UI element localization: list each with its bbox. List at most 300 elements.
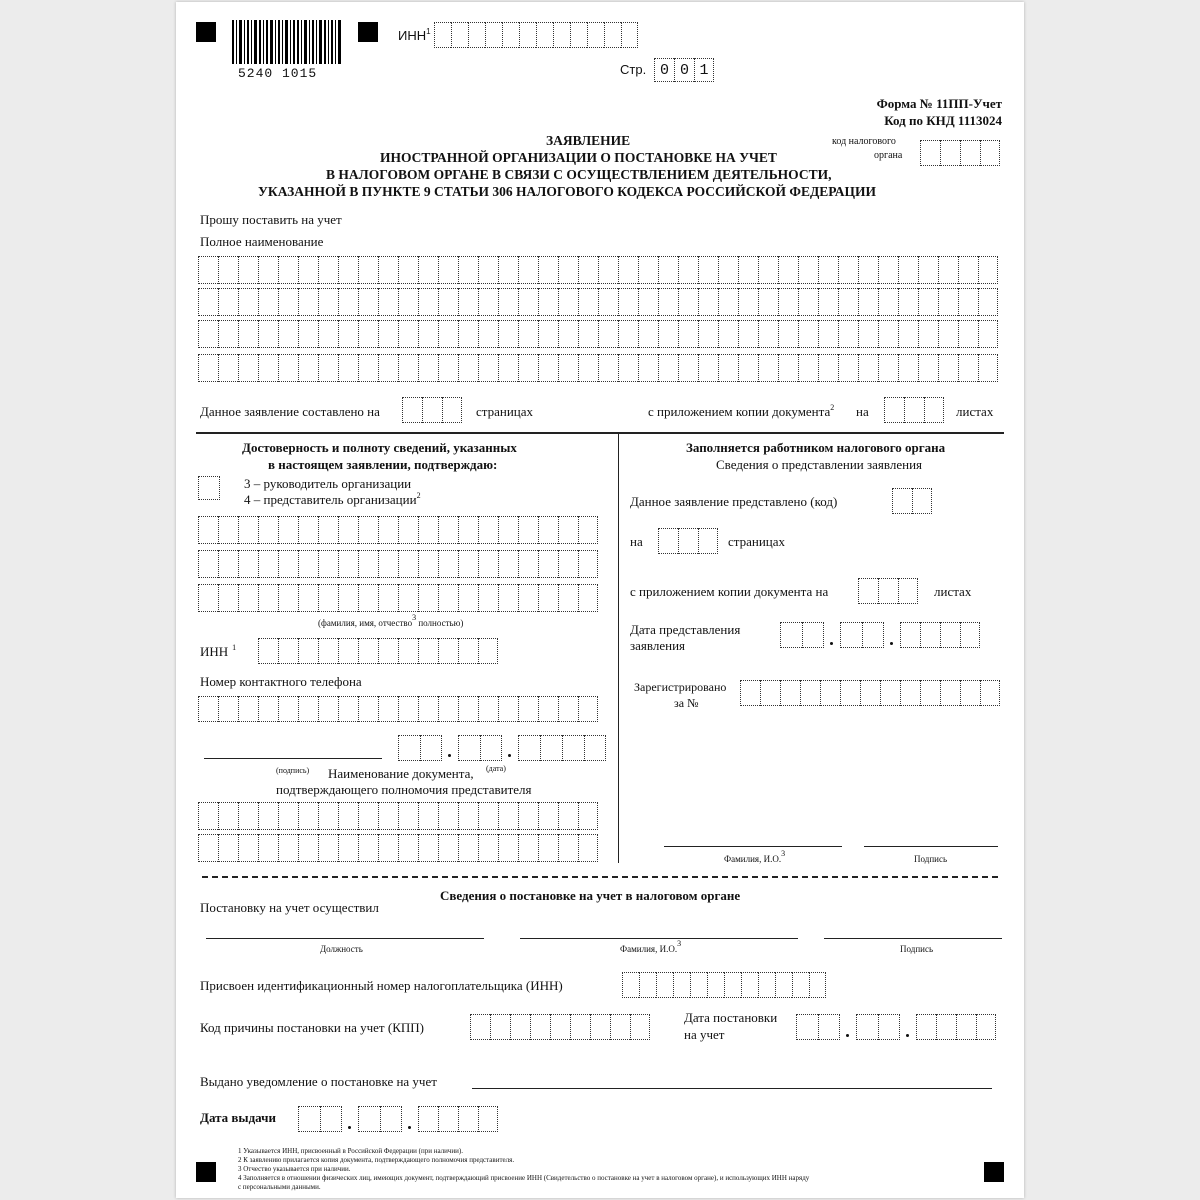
char-cell[interactable] xyxy=(478,550,498,578)
char-cell[interactable] xyxy=(338,288,358,316)
char-cell[interactable] xyxy=(578,288,598,316)
char-cell[interactable] xyxy=(918,320,938,348)
char-cell[interactable] xyxy=(858,320,878,348)
char-cell[interactable] xyxy=(338,354,358,382)
char-cell[interactable] xyxy=(298,696,318,722)
char-cell[interactable] xyxy=(558,354,578,382)
char-cell[interactable] xyxy=(198,834,218,862)
char-cell[interactable] xyxy=(818,288,838,316)
char-cell[interactable] xyxy=(638,288,658,316)
char-cell[interactable] xyxy=(238,320,258,348)
char-cell[interactable] xyxy=(818,256,838,284)
char-cell[interactable] xyxy=(898,354,918,382)
char-cell[interactable] xyxy=(418,256,438,284)
char-cell[interactable] xyxy=(338,834,358,862)
char-cell[interactable] xyxy=(978,288,998,316)
char-cell[interactable] xyxy=(218,354,238,382)
char-cell[interactable] xyxy=(778,354,798,382)
char-cell[interactable] xyxy=(478,802,498,830)
char-cell[interactable] xyxy=(578,584,598,612)
char-cell[interactable] xyxy=(780,680,800,706)
char-cell[interactable] xyxy=(498,354,518,382)
char-cell[interactable] xyxy=(518,288,538,316)
char-cell[interactable] xyxy=(538,320,558,348)
char-cell[interactable] xyxy=(920,680,940,706)
char-cell[interactable] xyxy=(518,584,538,612)
char-cell[interactable] xyxy=(458,354,478,382)
char-cell[interactable] xyxy=(538,696,558,722)
char-cell[interactable] xyxy=(538,584,558,612)
char-cell[interactable] xyxy=(938,256,958,284)
char-cell[interactable] xyxy=(338,584,358,612)
char-cell[interactable] xyxy=(880,680,900,706)
char-cell[interactable] xyxy=(218,834,238,862)
char-cell[interactable] xyxy=(598,288,618,316)
char-cell[interactable] xyxy=(618,354,638,382)
char-cell[interactable] xyxy=(578,320,598,348)
char-cell[interactable] xyxy=(678,256,698,284)
char-cell[interactable] xyxy=(718,354,738,382)
char-cell[interactable] xyxy=(498,802,518,830)
char-cell[interactable] xyxy=(658,256,678,284)
char-cell[interactable] xyxy=(740,680,760,706)
char-cell[interactable] xyxy=(838,320,858,348)
char-cell[interactable] xyxy=(758,288,778,316)
tax-office-code-field[interactable] xyxy=(920,140,1000,166)
char-cell[interactable] xyxy=(278,516,298,544)
char-cell[interactable] xyxy=(678,288,698,316)
char-cell[interactable] xyxy=(518,320,538,348)
cell-row[interactable] xyxy=(198,584,598,612)
char-cell[interactable] xyxy=(498,256,518,284)
char-cell[interactable] xyxy=(800,680,820,706)
char-cell[interactable] xyxy=(698,320,718,348)
char-cell[interactable] xyxy=(278,584,298,612)
char-cell[interactable] xyxy=(238,802,258,830)
char-cell[interactable] xyxy=(418,802,438,830)
char-cell[interactable] xyxy=(878,354,898,382)
char-cell[interactable] xyxy=(538,354,558,382)
char-cell[interactable] xyxy=(518,834,538,862)
char-cell[interactable] xyxy=(318,320,338,348)
char-cell[interactable] xyxy=(438,696,458,722)
char-cell[interactable] xyxy=(298,834,318,862)
char-cell[interactable] xyxy=(458,696,478,722)
char-cell[interactable] xyxy=(578,802,598,830)
date-presented-year[interactable] xyxy=(900,622,980,648)
char-cell[interactable] xyxy=(218,320,238,348)
char-cell[interactable] xyxy=(238,516,258,544)
char-cell[interactable] xyxy=(418,288,438,316)
char-cell[interactable] xyxy=(458,834,478,862)
char-cell[interactable] xyxy=(918,354,938,382)
char-cell[interactable] xyxy=(938,320,958,348)
char-cell[interactable] xyxy=(318,696,338,722)
char-cell[interactable] xyxy=(498,834,518,862)
char-cell[interactable] xyxy=(598,320,618,348)
presented-pages-field[interactable] xyxy=(658,528,718,554)
char-cell[interactable] xyxy=(278,288,298,316)
char-cell[interactable] xyxy=(438,834,458,862)
char-cell[interactable] xyxy=(900,680,920,706)
char-cell[interactable] xyxy=(458,288,478,316)
char-cell[interactable] xyxy=(198,354,218,382)
char-cell[interactable] xyxy=(638,256,658,284)
char-cell[interactable] xyxy=(878,256,898,284)
char-cell[interactable] xyxy=(518,550,538,578)
char-cell[interactable] xyxy=(358,584,378,612)
char-cell[interactable] xyxy=(778,256,798,284)
char-cell[interactable] xyxy=(258,320,278,348)
char-cell[interactable] xyxy=(418,320,438,348)
char-cell[interactable] xyxy=(278,696,298,722)
char-cell[interactable] xyxy=(658,288,678,316)
char-cell[interactable] xyxy=(198,516,218,544)
char-cell[interactable] xyxy=(718,320,738,348)
signer-date-day[interactable] xyxy=(398,735,442,761)
char-cell[interactable] xyxy=(318,288,338,316)
char-cell[interactable] xyxy=(338,516,358,544)
char-cell[interactable] xyxy=(318,516,338,544)
char-cell[interactable] xyxy=(378,696,398,722)
char-cell[interactable] xyxy=(858,288,878,316)
char-cell[interactable] xyxy=(578,834,598,862)
char-cell[interactable] xyxy=(338,696,358,722)
char-cell[interactable] xyxy=(478,354,498,382)
char-cell[interactable] xyxy=(418,354,438,382)
char-cell[interactable] xyxy=(538,516,558,544)
char-cell[interactable] xyxy=(278,256,298,284)
char-cell[interactable] xyxy=(518,516,538,544)
char-cell[interactable] xyxy=(198,288,218,316)
char-cell[interactable] xyxy=(820,680,840,706)
char-cell[interactable] xyxy=(838,288,858,316)
char-cell[interactable] xyxy=(238,256,258,284)
char-cell[interactable] xyxy=(258,516,278,544)
char-cell[interactable] xyxy=(478,696,498,722)
char-cell[interactable] xyxy=(238,834,258,862)
char-cell[interactable] xyxy=(278,550,298,578)
char-cell[interactable] xyxy=(358,834,378,862)
char-cell[interactable] xyxy=(258,834,278,862)
char-cell[interactable] xyxy=(398,802,418,830)
char-cell[interactable] xyxy=(898,320,918,348)
char-cell[interactable] xyxy=(718,256,738,284)
cell-row[interactable] xyxy=(198,802,598,830)
char-cell[interactable] xyxy=(278,802,298,830)
char-cell[interactable] xyxy=(838,354,858,382)
char-cell[interactable] xyxy=(358,354,378,382)
char-cell[interactable] xyxy=(518,802,538,830)
char-cell[interactable] xyxy=(958,354,978,382)
char-cell[interactable] xyxy=(978,320,998,348)
char-cell[interactable] xyxy=(318,354,338,382)
char-cell[interactable] xyxy=(738,354,758,382)
char-cell[interactable] xyxy=(418,834,438,862)
char-cell[interactable] xyxy=(618,256,638,284)
char-cell[interactable] xyxy=(358,256,378,284)
presented-code-field[interactable] xyxy=(892,488,932,514)
char-cell[interactable] xyxy=(798,354,818,382)
char-cell[interactable] xyxy=(318,256,338,284)
cell-row[interactable] xyxy=(198,320,998,348)
char-cell[interactable] xyxy=(458,320,478,348)
reg-date-day[interactable] xyxy=(796,1014,840,1040)
presented-sheets-field[interactable] xyxy=(858,578,918,604)
char-cell[interactable] xyxy=(538,550,558,578)
char-cell[interactable] xyxy=(438,584,458,612)
char-cell[interactable] xyxy=(198,584,218,612)
signer-type-field[interactable] xyxy=(198,476,220,500)
char-cell[interactable] xyxy=(978,256,998,284)
char-cell[interactable] xyxy=(658,354,678,382)
char-cell[interactable] xyxy=(218,516,238,544)
char-cell[interactable] xyxy=(498,550,518,578)
char-cell[interactable] xyxy=(958,256,978,284)
char-cell[interactable] xyxy=(980,680,1000,706)
char-cell[interactable] xyxy=(478,288,498,316)
char-cell[interactable] xyxy=(578,256,598,284)
char-cell[interactable] xyxy=(238,288,258,316)
date-presented-day[interactable] xyxy=(780,622,824,648)
char-cell[interactable] xyxy=(218,802,238,830)
char-cell[interactable] xyxy=(678,320,698,348)
char-cell[interactable] xyxy=(638,320,658,348)
char-cell[interactable] xyxy=(558,516,578,544)
char-cell[interactable] xyxy=(338,550,358,578)
char-cell[interactable] xyxy=(218,256,238,284)
char-cell[interactable] xyxy=(198,320,218,348)
char-cell[interactable] xyxy=(438,516,458,544)
char-cell[interactable] xyxy=(458,584,478,612)
char-cell[interactable] xyxy=(940,680,960,706)
issue-date-year[interactable] xyxy=(418,1106,498,1132)
char-cell[interactable] xyxy=(358,320,378,348)
cell-row[interactable] xyxy=(198,550,598,578)
char-cell[interactable] xyxy=(438,354,458,382)
cell-row[interactable] xyxy=(198,256,998,284)
char-cell[interactable] xyxy=(578,696,598,722)
char-cell[interactable] xyxy=(698,256,718,284)
char-cell[interactable] xyxy=(738,320,758,348)
assigned-inn-field[interactable] xyxy=(622,972,826,998)
char-cell[interactable] xyxy=(798,288,818,316)
char-cell[interactable] xyxy=(798,256,818,284)
char-cell[interactable] xyxy=(858,354,878,382)
pages-count-field[interactable] xyxy=(402,397,462,423)
char-cell[interactable] xyxy=(538,256,558,284)
char-cell[interactable] xyxy=(198,550,218,578)
char-cell[interactable] xyxy=(498,288,518,316)
registration-number-field[interactable] xyxy=(740,680,1000,706)
char-cell[interactable] xyxy=(978,354,998,382)
char-cell[interactable] xyxy=(218,584,238,612)
char-cell[interactable] xyxy=(318,550,338,578)
char-cell[interactable] xyxy=(698,288,718,316)
char-cell[interactable] xyxy=(358,288,378,316)
char-cell[interactable] xyxy=(618,320,638,348)
char-cell[interactable] xyxy=(238,550,258,578)
char-cell[interactable] xyxy=(878,320,898,348)
char-cell[interactable] xyxy=(218,550,238,578)
char-cell[interactable] xyxy=(298,584,318,612)
char-cell[interactable] xyxy=(758,256,778,284)
char-cell[interactable] xyxy=(398,288,418,316)
char-cell[interactable] xyxy=(298,516,318,544)
char-cell[interactable] xyxy=(558,696,578,722)
char-cell[interactable] xyxy=(398,320,418,348)
char-cell[interactable] xyxy=(298,354,318,382)
char-cell[interactable] xyxy=(218,696,238,722)
char-cell[interactable] xyxy=(298,256,318,284)
char-cell[interactable] xyxy=(418,550,438,578)
char-cell[interactable] xyxy=(938,288,958,316)
char-cell[interactable] xyxy=(760,680,780,706)
char-cell[interactable] xyxy=(318,834,338,862)
char-cell[interactable] xyxy=(578,550,598,578)
page-number-field[interactable] xyxy=(654,58,714,82)
cell-row[interactable] xyxy=(198,516,598,544)
inn-field[interactable] xyxy=(434,22,638,48)
char-cell[interactable] xyxy=(198,256,218,284)
char-cell[interactable] xyxy=(718,288,738,316)
char-cell[interactable] xyxy=(818,354,838,382)
char-cell[interactable] xyxy=(258,696,278,722)
char-cell[interactable] xyxy=(678,354,698,382)
char-cell[interactable] xyxy=(558,288,578,316)
char-cell[interactable] xyxy=(458,802,478,830)
char-cell[interactable] xyxy=(960,680,980,706)
char-cell[interactable] xyxy=(738,288,758,316)
char-cell[interactable] xyxy=(958,288,978,316)
char-cell[interactable] xyxy=(378,354,398,382)
char-cell[interactable] xyxy=(358,516,378,544)
char-cell[interactable] xyxy=(518,696,538,722)
char-cell[interactable] xyxy=(558,584,578,612)
char-cell[interactable] xyxy=(558,256,578,284)
char-cell[interactable] xyxy=(258,256,278,284)
char-cell[interactable] xyxy=(438,256,458,284)
char-cell[interactable] xyxy=(758,320,778,348)
char-cell[interactable] xyxy=(318,584,338,612)
char-cell[interactable] xyxy=(898,256,918,284)
char-cell[interactable] xyxy=(398,550,418,578)
char-cell[interactable] xyxy=(618,288,638,316)
reg-date-year[interactable] xyxy=(916,1014,996,1040)
char-cell[interactable] xyxy=(858,256,878,284)
char-cell[interactable] xyxy=(258,288,278,316)
char-cell[interactable] xyxy=(958,320,978,348)
char-cell[interactable] xyxy=(558,320,578,348)
char-cell[interactable] xyxy=(378,802,398,830)
char-cell[interactable] xyxy=(198,696,218,722)
char-cell[interactable] xyxy=(298,550,318,578)
char-cell[interactable] xyxy=(478,320,498,348)
char-cell[interactable] xyxy=(478,256,498,284)
char-cell[interactable] xyxy=(378,516,398,544)
char-cell[interactable] xyxy=(378,550,398,578)
char-cell[interactable] xyxy=(538,288,558,316)
char-cell[interactable] xyxy=(458,516,478,544)
cell-row[interactable] xyxy=(198,834,598,862)
char-cell[interactable] xyxy=(598,256,618,284)
char-cell[interactable] xyxy=(538,802,558,830)
char-cell[interactable] xyxy=(840,680,860,706)
char-cell[interactable] xyxy=(418,696,438,722)
char-cell[interactable] xyxy=(598,354,618,382)
char-cell[interactable] xyxy=(338,802,358,830)
char-cell[interactable] xyxy=(918,288,938,316)
char-cell[interactable] xyxy=(938,354,958,382)
char-cell[interactable] xyxy=(498,320,518,348)
char-cell[interactable] xyxy=(658,320,678,348)
char-cell[interactable] xyxy=(278,354,298,382)
char-cell[interactable] xyxy=(578,354,598,382)
char-cell[interactable] xyxy=(458,256,478,284)
char-cell[interactable] xyxy=(398,696,418,722)
char-cell[interactable] xyxy=(198,802,218,830)
char-cell[interactable] xyxy=(918,256,938,284)
char-cell[interactable] xyxy=(398,584,418,612)
char-cell[interactable] xyxy=(258,550,278,578)
signer-date-month[interactable] xyxy=(458,735,502,761)
copy-sheets-field[interactable] xyxy=(884,397,944,423)
char-cell[interactable] xyxy=(478,516,498,544)
char-cell[interactable] xyxy=(818,320,838,348)
char-cell[interactable] xyxy=(438,802,458,830)
char-cell[interactable] xyxy=(378,288,398,316)
signer-date-year[interactable] xyxy=(518,735,606,761)
char-cell[interactable] xyxy=(798,320,818,348)
char-cell[interactable] xyxy=(398,516,418,544)
reg-date-month[interactable] xyxy=(856,1014,900,1040)
char-cell[interactable] xyxy=(438,288,458,316)
char-cell[interactable] xyxy=(398,834,418,862)
char-cell[interactable] xyxy=(558,550,578,578)
char-cell[interactable] xyxy=(638,354,658,382)
char-cell[interactable] xyxy=(238,696,258,722)
char-cell[interactable] xyxy=(378,320,398,348)
char-cell[interactable] xyxy=(238,584,258,612)
char-cell[interactable] xyxy=(498,696,518,722)
char-cell[interactable] xyxy=(738,256,758,284)
char-cell[interactable] xyxy=(238,354,258,382)
char-cell[interactable] xyxy=(398,256,418,284)
char-cell[interactable] xyxy=(498,516,518,544)
char-cell[interactable] xyxy=(758,354,778,382)
char-cell[interactable] xyxy=(878,288,898,316)
char-cell[interactable] xyxy=(278,320,298,348)
char-cell[interactable] xyxy=(318,802,338,830)
char-cell[interactable] xyxy=(778,288,798,316)
issue-date-month[interactable] xyxy=(358,1106,402,1132)
char-cell[interactable] xyxy=(258,584,278,612)
char-cell[interactable] xyxy=(298,802,318,830)
char-cell[interactable] xyxy=(258,802,278,830)
char-cell[interactable] xyxy=(898,288,918,316)
char-cell[interactable] xyxy=(358,696,378,722)
char-cell[interactable] xyxy=(778,320,798,348)
char-cell[interactable] xyxy=(338,256,358,284)
char-cell[interactable] xyxy=(478,584,498,612)
char-cell[interactable] xyxy=(358,802,378,830)
char-cell[interactable] xyxy=(418,516,438,544)
char-cell[interactable] xyxy=(338,320,358,348)
issue-date-day[interactable] xyxy=(298,1106,342,1132)
char-cell[interactable] xyxy=(358,550,378,578)
cell-row[interactable] xyxy=(198,288,998,316)
char-cell[interactable] xyxy=(698,354,718,382)
